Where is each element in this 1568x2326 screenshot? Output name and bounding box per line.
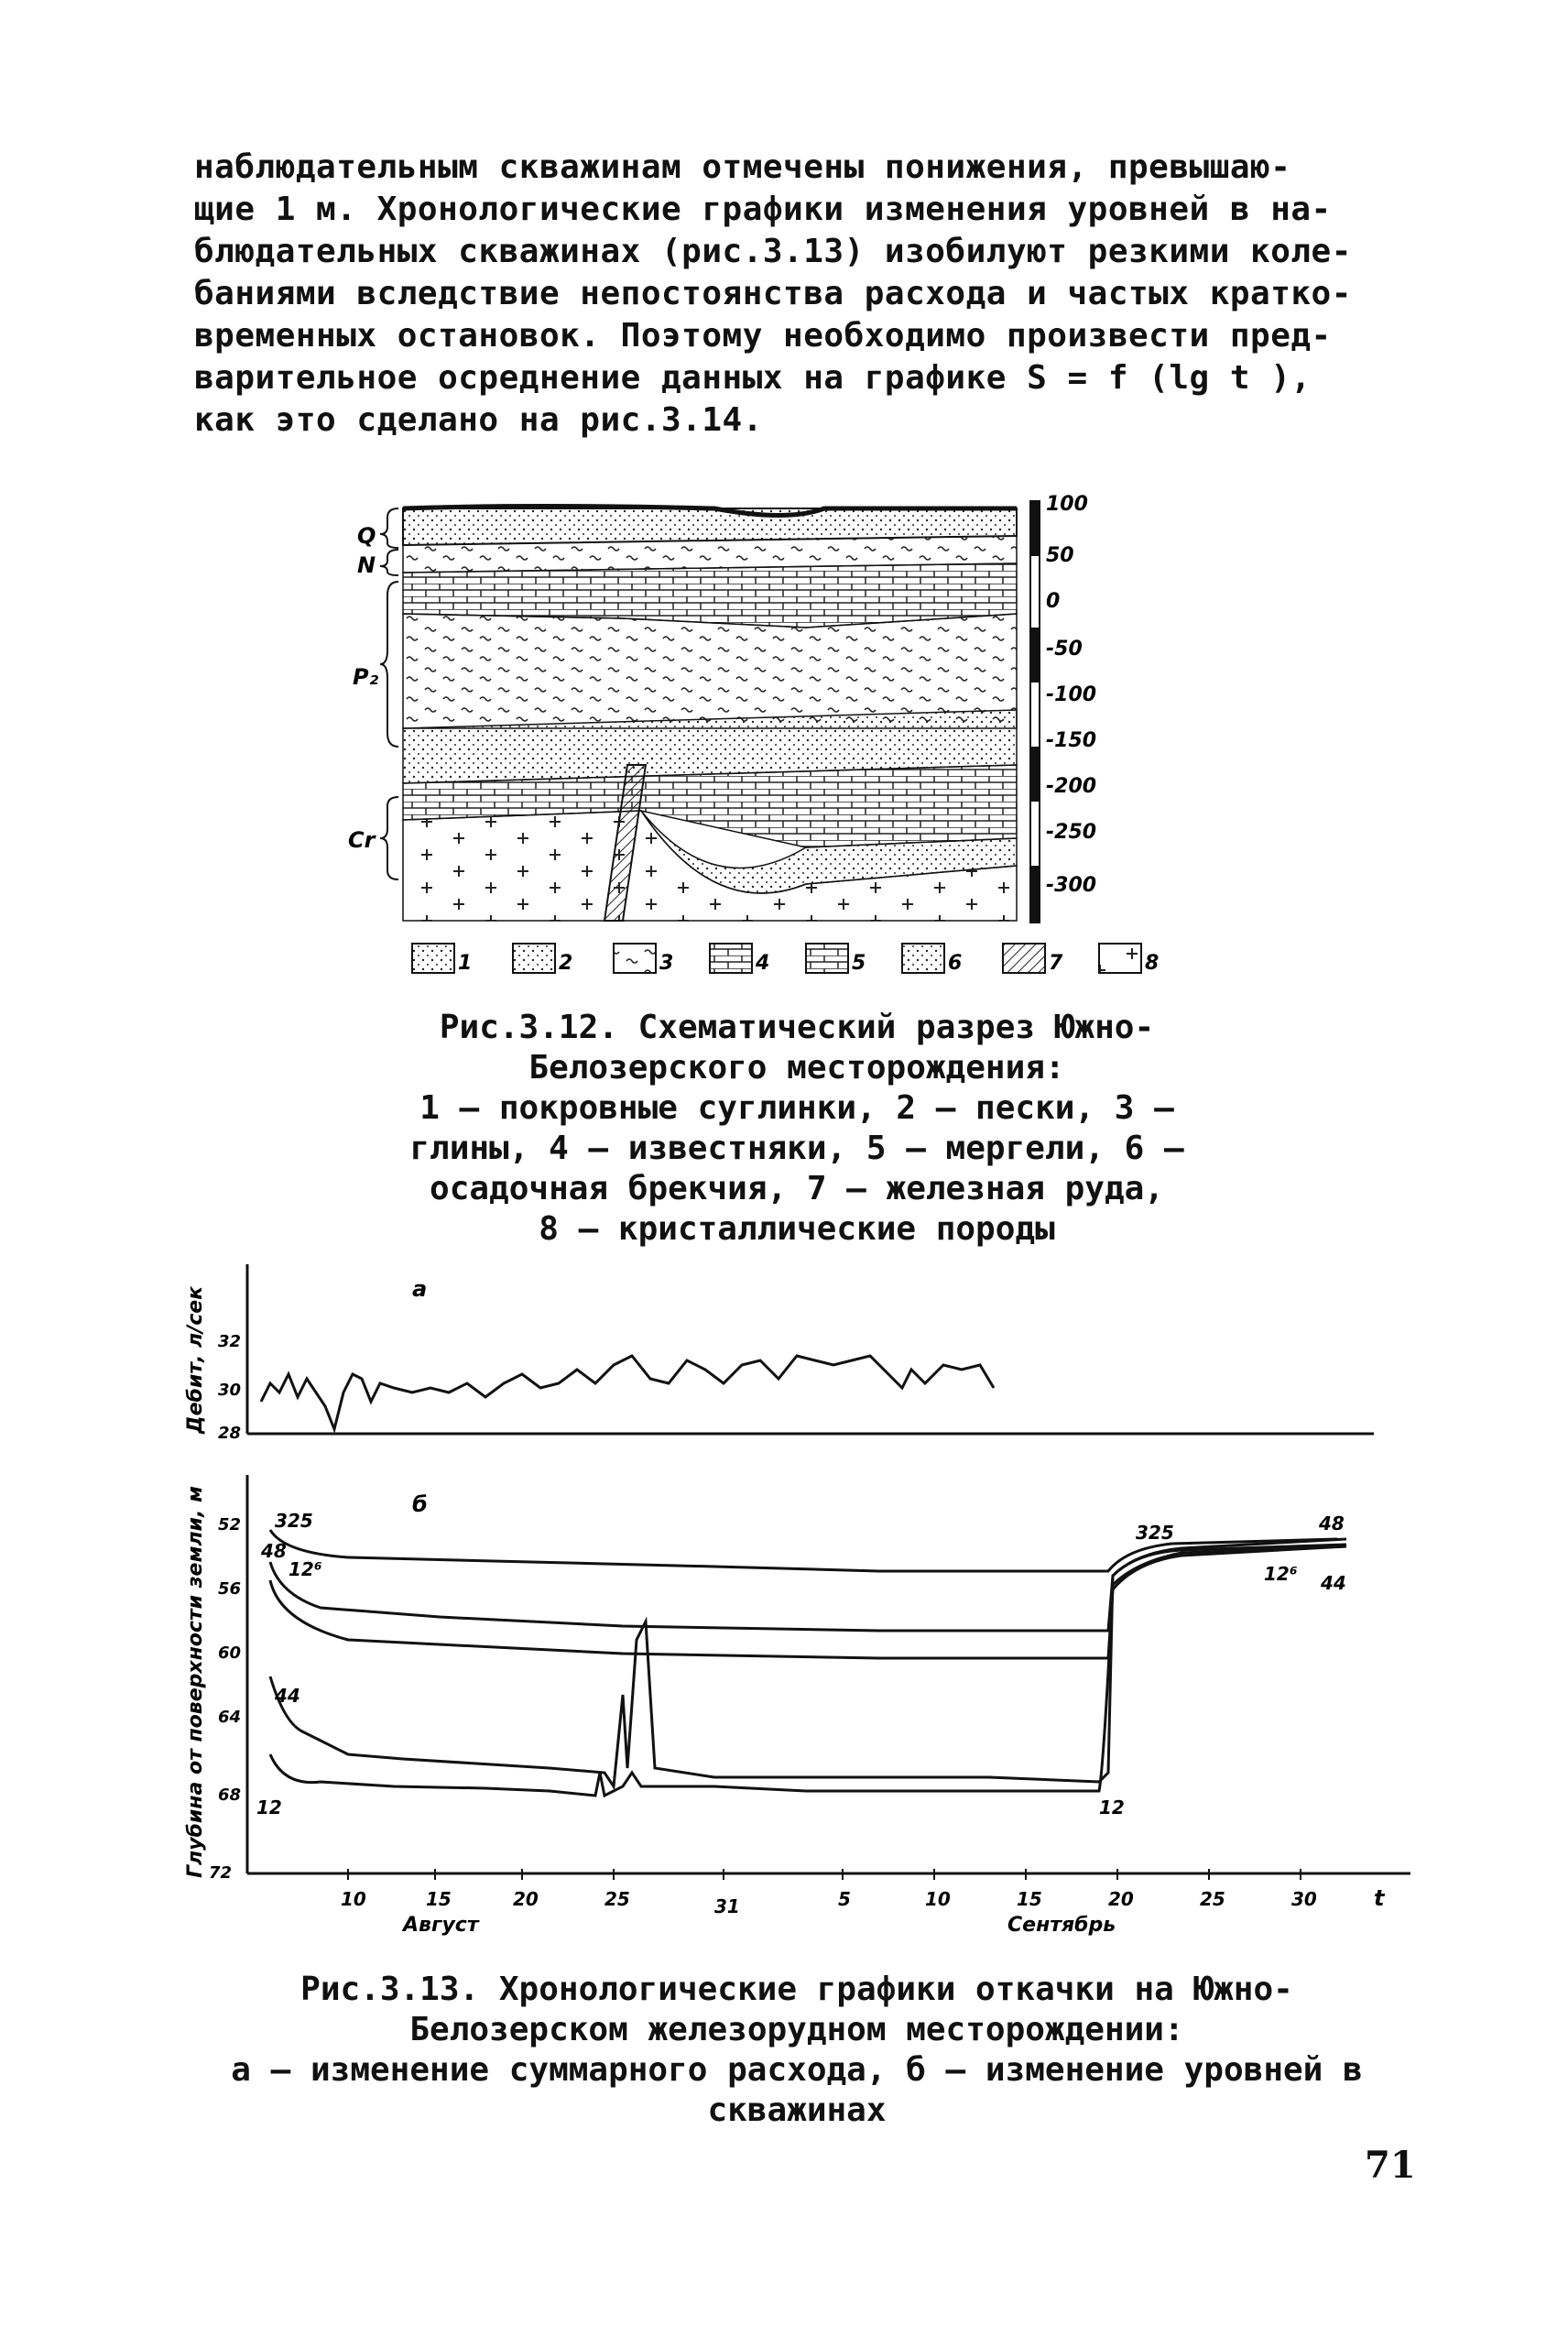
- caption-line: осадочная брекчия, 7 – железная руда,: [430, 1170, 1164, 1207]
- legend-number: 4: [756, 952, 770, 975]
- y-tick: 72: [209, 1863, 233, 1883]
- paragraph-line: наблюдательным скважинам отмечены понижения, превышаю-: [194, 148, 1291, 186]
- well-label: 325: [1136, 1522, 1174, 1544]
- caption-line: Рис.3.13. Хронологические графики откачки на Южно-: [300, 1971, 1293, 2008]
- scale-tick: 50: [1046, 544, 1074, 567]
- scale-tick: -150: [1046, 729, 1097, 752]
- x-tick: 20: [1108, 1888, 1134, 1910]
- y-tick: 64: [218, 1708, 242, 1727]
- geological-cross-section: [348, 481, 1227, 994]
- x-axis-symbol: t: [1374, 1885, 1385, 1911]
- legend-number: 6: [948, 952, 963, 975]
- well-label: 48: [1319, 1512, 1345, 1534]
- well-label: 44: [1321, 1572, 1346, 1594]
- y-tick: 68: [218, 1785, 242, 1805]
- legend: [412, 944, 1159, 975]
- x-tick: 25: [1200, 1888, 1225, 1910]
- stratum-label: Q: [357, 523, 376, 549]
- legend-number: 2: [559, 952, 573, 975]
- x-tick: 5: [838, 1888, 851, 1910]
- well-label: 12⁶: [1264, 1563, 1298, 1585]
- y-tick: 32: [218, 1332, 242, 1351]
- paragraph-line: варительное осреднение данных на графике S = f (lg t ),: [194, 359, 1312, 397]
- stratum-label: Cr: [348, 827, 376, 853]
- well-12-6-series: [270, 1546, 1346, 1658]
- caption-line: скважинах: [707, 2091, 887, 2129]
- x-tick: 30: [1291, 1888, 1317, 1910]
- y-tick: 28: [218, 1424, 242, 1443]
- well-label: 325: [275, 1510, 313, 1532]
- stratum-label: P₂: [353, 664, 379, 690]
- well-label: 44: [275, 1685, 300, 1707]
- y-tick: 52: [218, 1515, 242, 1534]
- well-12-series: [270, 1546, 1346, 1796]
- pumping-time-series-chart: [165, 1255, 1429, 1960]
- caption-line: Белозерском железорудном месторождении:: [409, 2011, 1184, 2048]
- scale-tick: -250: [1046, 821, 1097, 844]
- scale-tick: -200: [1046, 775, 1097, 798]
- x-tick: 20: [513, 1888, 539, 1910]
- axis-label: Дебит, л/сек: [184, 1285, 207, 1434]
- panel-label: б: [412, 1491, 428, 1517]
- scale-tick: -50: [1046, 638, 1083, 661]
- discharge-series: [261, 1356, 994, 1429]
- well-44-series: [270, 1545, 1346, 1786]
- legend-number: 8: [1145, 952, 1160, 975]
- well-label: 12⁶: [289, 1558, 322, 1580]
- y-tick: 60: [218, 1643, 242, 1663]
- figure-3-13-caption: [165, 1970, 1429, 2131]
- stratum-label: N: [357, 552, 376, 578]
- month-label: Сентябрь: [1007, 1914, 1116, 1937]
- scale-tick: 100: [1046, 493, 1088, 516]
- paragraph-line: как это сделано на рис.3.14.: [194, 401, 763, 439]
- scale-tick: 0: [1046, 590, 1061, 613]
- x-tick: 10: [925, 1888, 951, 1910]
- y-tick: 56: [218, 1579, 242, 1599]
- well-label: 12: [1099, 1796, 1125, 1818]
- well-label: 12: [256, 1796, 282, 1818]
- y-tick: 30: [218, 1381, 242, 1400]
- month-label: Август: [403, 1914, 479, 1937]
- x-tick: 31: [714, 1895, 740, 1917]
- paragraph-line: баниями вследствие непостоянства расхода и частых кратко-: [194, 275, 1352, 312]
- figure-3-12-caption: [348, 1008, 1246, 1250]
- legend-number: 3: [659, 952, 674, 975]
- legend-number: 5: [852, 952, 866, 975]
- scale-tick: -300: [1046, 874, 1097, 897]
- caption-line: 1 – покровные суглинки, 2 – пески, 3 –: [419, 1089, 1174, 1127]
- caption-line: 8 – кристаллические породы: [539, 1210, 1055, 1248]
- caption-line: Белозерского месторождения:: [528, 1049, 1065, 1087]
- caption-line: Рис.3.12. Схематический разрез Южно-: [439, 1009, 1155, 1046]
- legend-number: 1: [458, 952, 473, 975]
- panel-label: а: [412, 1276, 428, 1302]
- scale-tick: -100: [1046, 683, 1097, 706]
- paragraph-line: щие 1 м. Хронологические графики изменения уровней в на-: [194, 191, 1332, 228]
- x-tick: 15: [1017, 1888, 1042, 1910]
- x-tick: 25: [604, 1888, 630, 1910]
- x-tick: 15: [426, 1888, 452, 1910]
- paragraph-line: временных остановок. Поэтому необходимо произвести пред-: [194, 317, 1332, 355]
- body-paragraph: [194, 147, 1376, 442]
- page-number: 71: [1365, 2144, 1416, 2187]
- caption-line: а – изменение суммарного расхода, б – изменение уровней в: [231, 2051, 1363, 2089]
- axis-label: Глубина от поверхности земли, м: [184, 1486, 207, 1878]
- well-label: 48: [261, 1540, 287, 1562]
- legend-number: 7: [1049, 952, 1063, 975]
- x-tick: 10: [341, 1888, 366, 1910]
- caption-line: глины, 4 – известняки, 5 – мергели, 6 –: [409, 1130, 1184, 1167]
- paragraph-line: блюдательных скважинах (рис.3.13) изобилуют резкими коле-: [194, 233, 1352, 270]
